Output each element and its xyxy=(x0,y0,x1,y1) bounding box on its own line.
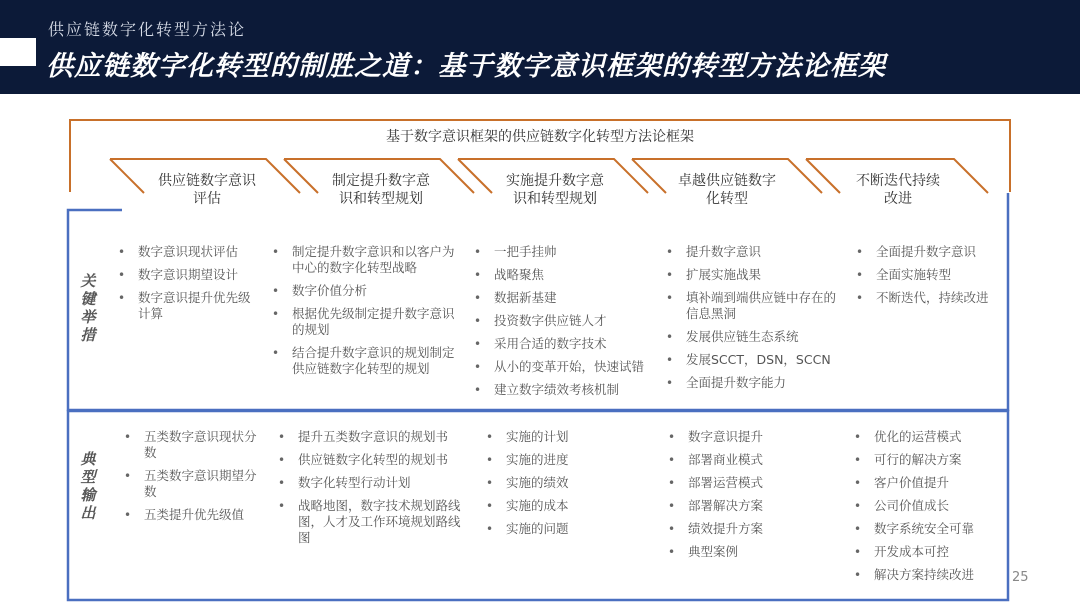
list-item: • 五类数字意识期望分数 xyxy=(122,468,262,500)
outputs-col-4 xyxy=(666,429,838,567)
list-item: • 开发成本可控 xyxy=(852,544,1002,560)
actions-col-5 xyxy=(854,244,1004,313)
header-subtitle: 供应链数字化转型方法论 xyxy=(48,20,247,39)
list-item: • 建立数字绩效考核机制 xyxy=(472,382,664,398)
list-item: • 实施的绩效 xyxy=(484,475,654,491)
list-item: • 投资数字供应链人才 xyxy=(472,313,664,329)
list-item: • 发展供应链生态系统 xyxy=(664,329,836,345)
framework-title: 基于数字意识框架的供应链数字化转型方法论框架 xyxy=(386,129,694,145)
list-item: • 扩展实施战果 xyxy=(664,267,836,283)
list-item: • 部署商业模式 xyxy=(666,452,838,468)
list-item: • 优化的运营模式 xyxy=(852,429,1002,445)
list-item: • 数字意识提升 xyxy=(666,429,838,445)
actions-col-4 xyxy=(664,244,836,398)
list-item: • 客户价值提升 xyxy=(852,475,1002,491)
actions-col-1 xyxy=(116,244,256,329)
list-item: • 数字意识现状评估 xyxy=(116,244,256,260)
list-item: • 填补端到端供应链中存在的信息黑洞 xyxy=(664,290,836,322)
list-item: • 典型案例 xyxy=(666,544,838,560)
phase-5: 不断迭代持续 改进 xyxy=(856,173,940,207)
list-item: • 绩效提升方案 xyxy=(666,521,838,537)
actions-col-3 xyxy=(472,244,664,405)
list-item: • 提升数字意识 xyxy=(664,244,836,260)
list-item: • 数据新基建 xyxy=(472,290,664,306)
slide-title: 供应链数字化转型的制胜之道：基于数字意识框架的转型方法论框架 xyxy=(46,51,886,82)
list-item: • 数字意识期望设计 xyxy=(116,267,256,283)
list-item: • 全面提升数字能力 xyxy=(664,375,836,391)
outputs-col-1 xyxy=(122,429,262,530)
list-item: • 采用合适的数字技术 xyxy=(472,336,664,352)
list-item: • 数字意识提升优先级计算 xyxy=(116,290,256,322)
row-label-actions: 关 键 举 措 xyxy=(80,272,96,344)
list-item: • 五类数字意识现状分数 xyxy=(122,429,262,461)
list-item: • 根据优先级制定提升数字意识的规划 xyxy=(270,306,462,338)
list-item: • 部署运营模式 xyxy=(666,475,838,491)
list-item: • 结合提升数字意识的规划制定供应链数字化转型的规划 xyxy=(270,345,462,377)
list-item: • 战略地图，数字技术规划路线图，人才及工作环境规划路线图 xyxy=(276,498,468,546)
list-item: • 全面实施转型 xyxy=(854,267,1004,283)
list-item: • 从小的变革开始，快速试错 xyxy=(472,359,664,375)
list-item: • 一把手挂帅 xyxy=(472,244,664,260)
actions-col-2 xyxy=(270,244,462,384)
phase-1: 供应链数字意识 评估 xyxy=(158,173,256,207)
phase-2: 制定提升数字意 识和转型规划 xyxy=(332,173,430,207)
list-item: • 解决方案持续改进 xyxy=(852,567,1002,583)
list-item: • 实施的成本 xyxy=(484,498,654,514)
list-item: • 不断迭代，持续改进 xyxy=(854,290,1004,306)
list-item: • 可行的解决方案 xyxy=(852,452,1002,468)
list-item: • 实施的问题 xyxy=(484,521,654,537)
list-item: • 实施的计划 xyxy=(484,429,654,445)
list-item: • 数字化转型行动计划 xyxy=(276,475,468,491)
outputs-col-5 xyxy=(852,429,1002,590)
list-item: • 数字价值分析 xyxy=(270,283,462,299)
list-item: • 提升五类数字意识的规划书 xyxy=(276,429,468,445)
phase-3: 实施提升数字意 识和转型规划 xyxy=(506,173,604,207)
page-number: 25 xyxy=(1012,570,1029,585)
list-item: • 五类提升优先级值 xyxy=(122,507,262,523)
phase-4: 卓越供应链数字 化转型 xyxy=(678,173,776,207)
list-item: • 实施的进度 xyxy=(484,452,654,468)
outputs-col-2 xyxy=(276,429,468,553)
list-item: • 战略聚焦 xyxy=(472,267,664,283)
list-item: • 数字系统安全可靠 xyxy=(852,521,1002,537)
list-item: • 供应链数字化转型的规划书 xyxy=(276,452,468,468)
list-item: • 部署解决方案 xyxy=(666,498,838,514)
list-item: • 制定提升数字意识和以客户为中心的数字化转型战略 xyxy=(270,244,462,276)
list-item: • 全面提升数字意识 xyxy=(854,244,1004,260)
row-label-outputs: 典 型 输 出 xyxy=(80,450,96,522)
list-item: • 公司价值成长 xyxy=(852,498,1002,514)
list-item: • 发展SCCT，DSN，SCCN xyxy=(664,352,836,368)
outputs-col-3 xyxy=(484,429,654,544)
